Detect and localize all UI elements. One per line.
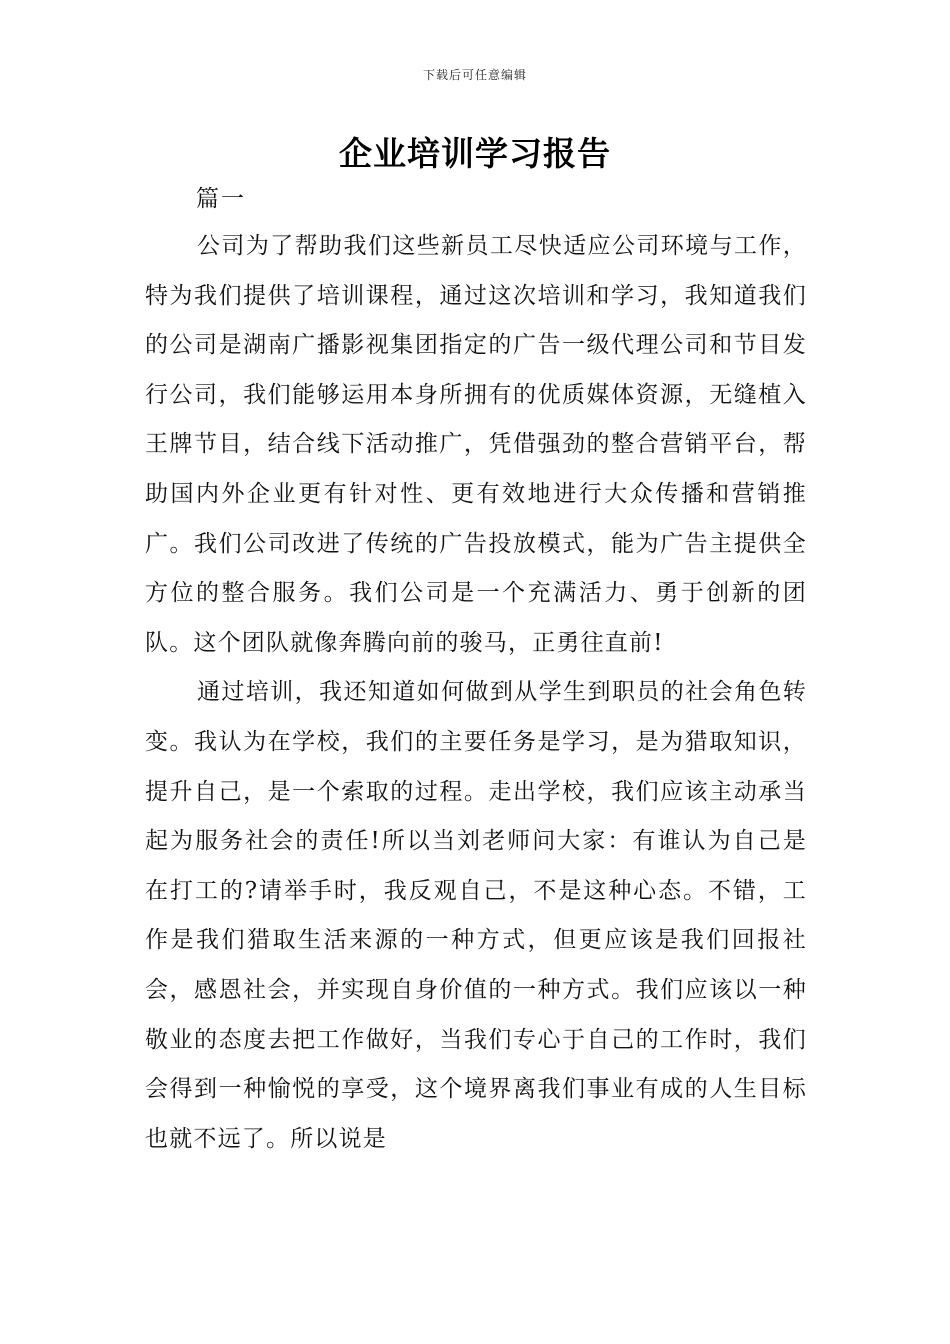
paragraph-2: 通过培训，我还知道如何做到从学生到职员的社会角色转变。我认为在学校，我们的主要任务是学习，是为猎取知识，提升自己，是一个索取的过程。走出学校，我们应该主动承当起为服务社会的责任!所以当刘老师问大家：有谁认为自己是在打工的?请举手时，我反观自己，不是这种心态。不错，工作是我们猎取生活来源的一种方式，但更应该是我们回报社会，感恩社会，并实现自身价值的一种方式。我们应该以一种敬业的态度去把工作做好，当我们专心于自己的工作时，我们会得到一种愉悦的享受，这个境界离我们事业有成的人生目标也就不远了。所以说是 bbox=[145, 679, 807, 1152]
paragraph-1: 公司为了帮助我们这些新员工尽快适应公司环境与工作，特为我们提供了培训课程，通过这次培训和学习，我知道我们的公司是湖南广播影视集团指定的广告一级代理公司和节目发行公司，我们能够运用本身所拥有的优质媒体资源，无缝植入王牌节目，结合线下活动推广，凭借强劲的整合营销平台，帮助国内外企业更有针对性、更有效地进行大众传播和营销推广。我们公司改进了传统的广告投放模式，能为广告主提供全方位的整合服务。我们公司是一个充满活力、勇于创新的团队。这个团队就像奔腾向前的骏马，正勇往直前! bbox=[145, 233, 807, 656]
section-label: 篇一 bbox=[196, 186, 246, 212]
page-title: 企业培训学习报告 bbox=[339, 134, 611, 173]
header-note: 下载后可任意编辑 bbox=[422, 68, 527, 82]
body-text bbox=[145, 222, 807, 1164]
